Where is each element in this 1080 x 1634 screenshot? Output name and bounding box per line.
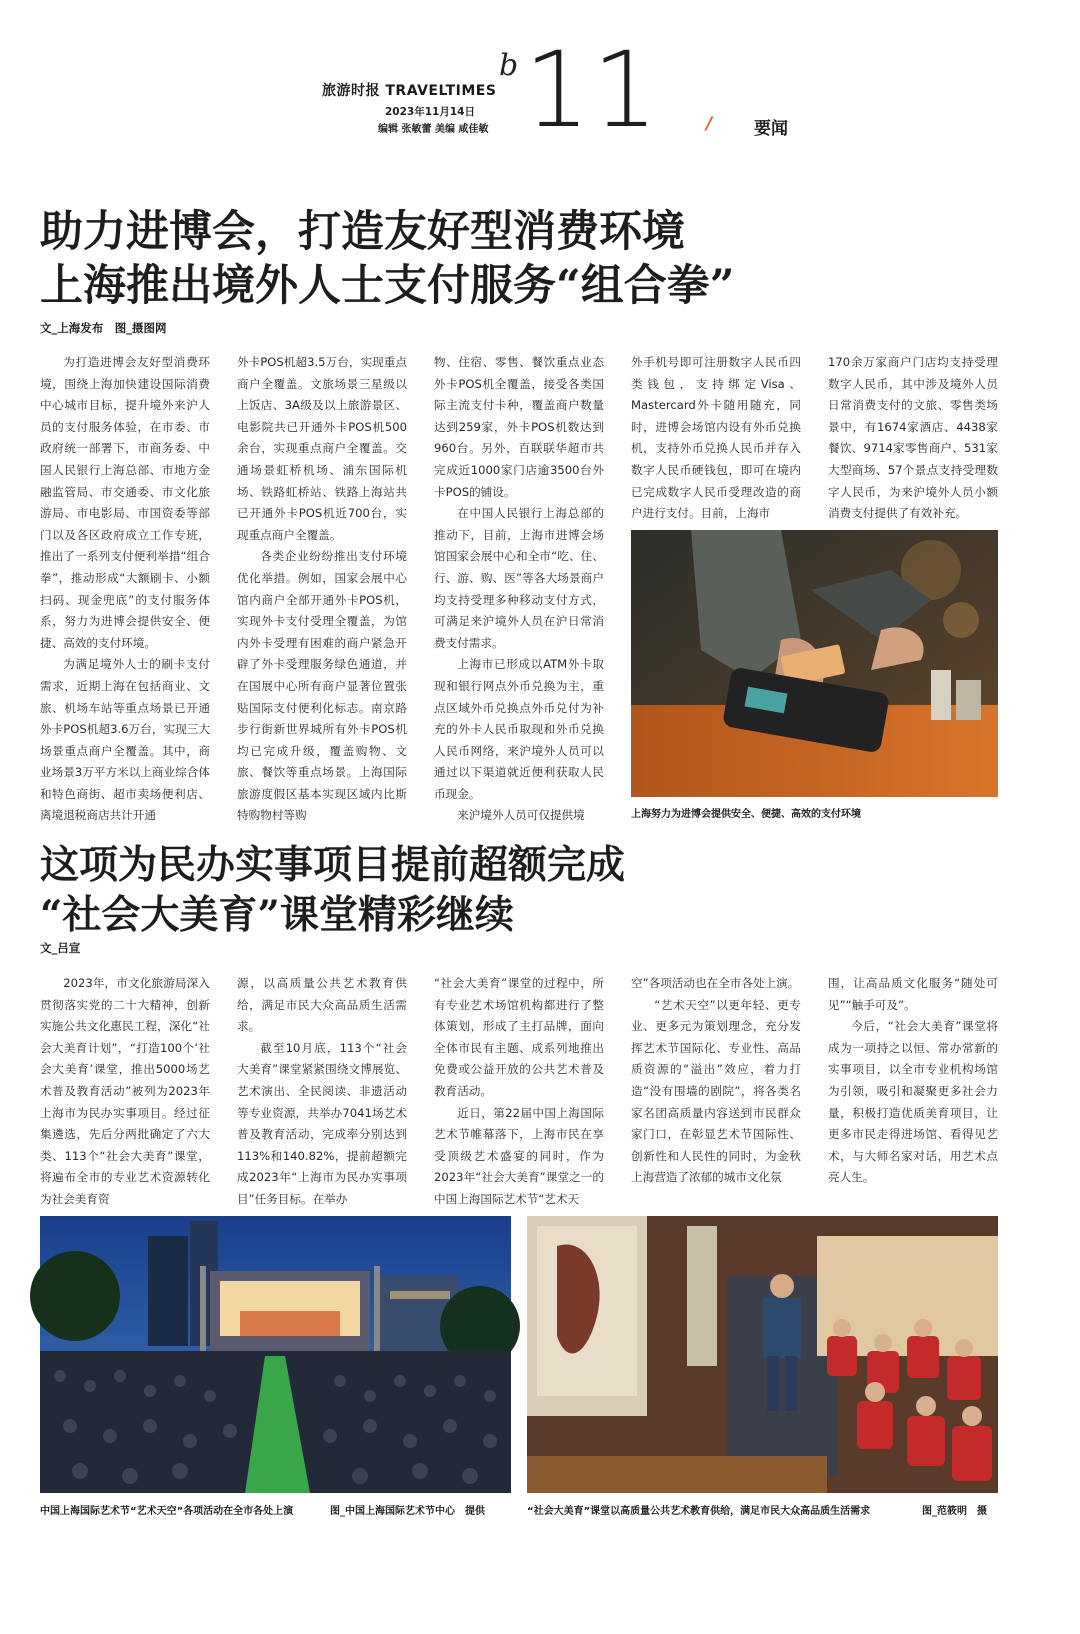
page-number: 11 xyxy=(524,29,661,151)
outdoor-concert-photo xyxy=(40,1216,511,1493)
paragraph: 各类企业纷纷推出支付环境优化举措。例如，国家会展中心馆内商户全部开通外卡POS机，实现外卡支付受理全覆盖，为馆内外卡受理有困难的商户紧急开辟了外卡受理服务绿色通道，并在国展中心所有商户显著位置张贴国际支付便利化标志。南京路步行街新世界城所有外卡POS机均已完成升级，覆盖购物、文旅、餐饮等重点场景。上海国际旅游度假区基本实现区域内比斯特购物村等购 xyxy=(237,549,407,823)
art-classroom-photo xyxy=(527,1216,998,1493)
paper-name-cn: 旅游时报 xyxy=(322,83,380,99)
section-name: 要闻 xyxy=(754,119,788,139)
payment-photo-caption: 上海努力为进博会提供安全、便捷、高效的支付环境 xyxy=(631,809,861,820)
article1-column-2 xyxy=(237,352,407,823)
payment-terminal-photo xyxy=(631,530,998,797)
article2-column-4 xyxy=(631,973,801,1193)
paragraph: 在中国人民银行上海总部的推动下，目前，上海市进博会场馆国家会展中心和全市“吃、住、行、游、购、医”等各大场景商户均支持受理多种移动支付方式，可满足来沪境外人员在沪日常消费支付需求。 xyxy=(434,506,604,650)
paragraph: 2023年，市文化旅游局深入贯彻落实党的二十大精神，创新实施公共文化惠民工程，深化“社会大美育计划”，“打造100个‘社会大美育’课堂，推出5000场艺术普及教育活动”被列为2023年上海市为民办实事项目。经过征集遴选，先后分两批确定了六大类、113个“社会大美育”课堂，将遍布全市的专业艺术资源转化为社会美育资 xyxy=(40,976,210,1206)
classroom-photo-caption: “社会大美育”课堂以高质量公共艺术教育供给，满足市民大众高品质生活需求 xyxy=(527,1506,871,1517)
article2-column-2 xyxy=(237,973,407,1206)
article1-column-3 xyxy=(434,352,604,823)
article1-column-4 xyxy=(631,352,801,522)
art-classroom-illustration xyxy=(527,1216,998,1493)
paragraph: 170余万家商户门店均支持受理数字人民币，其中涉及境外人员日常消费支付的文旅、零售类场景中，有1674家酒店、4438家餐饮、9714家零售商户、531家大型商场、57个景点支持受理数字人民币，为来沪境外人员小额消费支付提供了有效补充。 xyxy=(828,355,998,521)
payment-terminal-illustration xyxy=(631,530,998,797)
article2-column-1 xyxy=(40,973,210,1206)
concert-photo-credit: 图_中国上海国际艺术节中心 提供 xyxy=(330,1506,485,1517)
article1-column-1 xyxy=(40,352,210,823)
paragraph: 来沪境外人员可仅提供境 xyxy=(457,808,585,823)
paragraph: 为打造进博会友好型消费环境，围绕上海加快建设国际消费中心城市目标，提升境外来沪人员的支付服务体验，在市委、市政府统一部署下，市商务委、中国人民银行上海总部、市地方金融监管局、市交通委、市文化旅游局、市电影局、市国资委等部门以及各区政府成立工作专班，推出了一系列支付便利举措“组合拳”，推动形成“大额刷卡、小额扫码、现金兜底”的支付服务体系，努力为进博会提供安全、便捷、高效的支付环境。 xyxy=(40,355,210,650)
paragraph: 源，以高质量公共艺术教育供给，满足市民大众高品质生活需求。 xyxy=(237,976,407,1034)
issue-date: 2023年11月14日 xyxy=(385,106,475,118)
article2-headline-line1: 这项为民办实事项目提前超额完成 xyxy=(40,842,626,888)
paragraph: “艺术天空”以更年轻、更专业、更多元为策划理念，充分发挥艺术节国际化、专业性、高品质资源的“溢出”效应，着力打造“没有围墙的剧院”，将各类名家名团高质量内容送到市民群众家门口，在彰显艺术节国际性、创新性和人民性的同时，为金秋上海营造了浓郁的城市文化氛 xyxy=(631,997,801,1185)
masthead-paper-name xyxy=(322,80,496,100)
article2-byline: 文_吕宣 xyxy=(40,941,81,955)
paper-name-en: TRAVELTIMES xyxy=(385,83,497,99)
editors-credit: 编辑 张敏蕾 美编 咸佳敏 xyxy=(378,124,489,135)
paragraph: 空”各项活动也在全市各处上演。 xyxy=(631,976,800,990)
section-letter: b xyxy=(499,48,519,83)
paragraph: 为满足境外人士的刷卡支付需求，近期上海在包括商业、文旅、机场车站等重点场景已开通外卡POS机超3.6万台，实现三大场景重点商户全覆盖。其中，商业场景3万平方米以上商业综合体和特色商街、超市卖场便利店、离境退税商店共计开通 xyxy=(40,657,210,823)
paragraph: 外卡POS机超3.5万台，实现重点商户全覆盖。文旅场景三星级以上饭店、3A级及以上旅游景区、电影院共已开通外卡POS机500余台，实现重点商户全覆盖。交通场景虹桥机场、浦东国际机场、铁路虹桥站、铁路上海站共已开通外卡POS机近700台，实现重点商户全覆盖。 xyxy=(237,355,407,542)
paragraph: “社会大美育”课堂的过程中，所有专业艺术场馆机构都进行了整体策划，形成了主打品牌，面向全体市民有主题、成系列地推出免费或公益开放的公共艺术普及教育活动。 xyxy=(434,976,604,1098)
article1-headline-line1: 助力进博会，打造友好型消费环境 xyxy=(40,207,685,257)
paragraph: 外手机号即可注册数字人民币四类钱包，支持绑定Visa、Mastercard外卡随用随充，同时，进博会场馆内设有外币兑换机，支持外币兑换人民币并存入数字人民币硬钱包，即可在境内已完成数字人民币受理改造的商户进行支付。目前，上海市 xyxy=(631,355,801,521)
paragraph: 围，让高品质文化服务“随处可见”“触手可及”。 xyxy=(828,976,998,1012)
concert-photo-caption: 中国上海国际艺术节“艺术天空”各项活动在全市各处上演 xyxy=(40,1506,294,1517)
article2-headline-line2: “社会大美育”课堂精彩继续 xyxy=(40,892,514,938)
paragraph: 截至10月底，113个“社会大美育”课堂紧紧围绕文博展览、艺术演出、全民阅读、非遗活动等专业资源，共举办7041场艺术普及教育活动，完成率分别达到113%和140.82%，提前超额完成2023年“上海市为民办实事项目”任务目标。在举办 xyxy=(237,1040,407,1206)
article1-byline: 文_上海发布 图_摄图网 xyxy=(40,321,167,335)
article2-column-3 xyxy=(434,973,604,1206)
article2-column-5 xyxy=(828,973,998,1193)
paragraph: 今后，“社会大美育”课堂将成为一项持之以恒、常办常新的实事项目，以全市专业机构场馆为引领，吸引和凝聚更多社会力量，积极打造优质美育项目，让更多市民走得进场馆、看得见艺术，与大师名家对话，用艺术点亮人生。 xyxy=(828,1019,998,1185)
classroom-photo-credit: 图_范筱明 摄 xyxy=(922,1506,987,1517)
paragraph: 上海市已形成以ATM外卡取现和银行网点外币兑换为主，重点区域外币兑换点外币兑付为补充的外卡人民币取现和外币兑换人民币网络，来沪境外人员可以通过以下渠道就近便利获取人民币现金。 xyxy=(434,657,604,801)
article1-column-5 xyxy=(828,352,998,522)
paragraph: 物、住宿、零售、餐饮重点业态外卡POS机全覆盖，接受各类国际主流支付卡种，覆盖商户数量达到259家，外卡POS机数达到960台。另外，百联联华超市共完成近1000家门店逾3500台外卡POS的铺设。 xyxy=(434,355,604,499)
outdoor-concert-illustration xyxy=(40,1216,511,1493)
article1-headline-line2: 上海推出境外人士支付服务“组合拳” xyxy=(40,261,735,311)
paragraph: 近日，第22届中国上海国际艺术节帷幕落下，上海市民在享受顶级艺术盛宴的同时，作为2023年“社会大美育”课堂之一的中国上海国际艺术节“艺术天 xyxy=(434,1105,604,1206)
slash-divider: / xyxy=(706,114,713,134)
